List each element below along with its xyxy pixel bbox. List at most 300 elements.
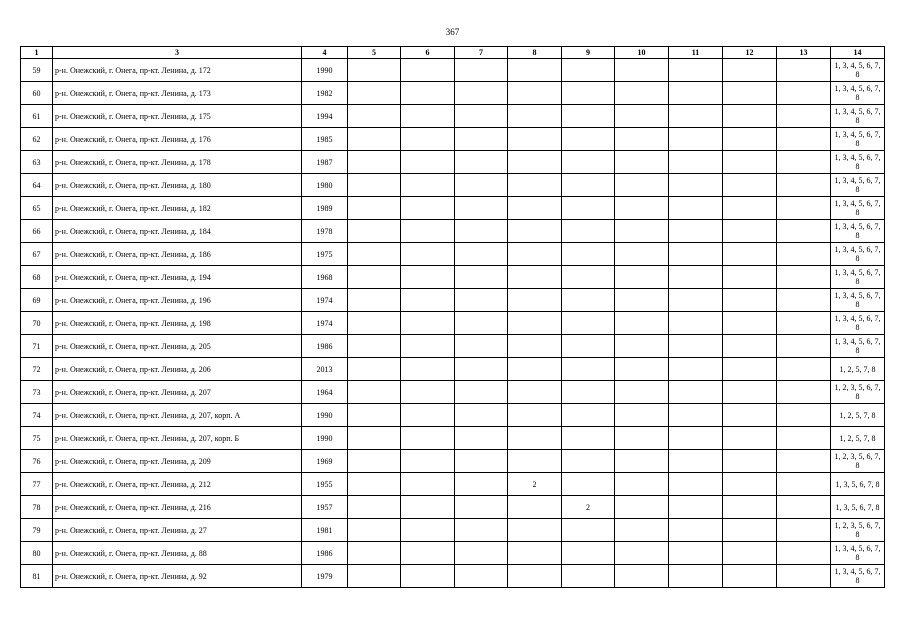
row-number-cell: 73: [21, 381, 53, 404]
row-number-cell: 65: [21, 197, 53, 220]
col-13-cell: [777, 266, 831, 289]
col-6-cell: [401, 473, 455, 496]
col-5-cell: [348, 358, 401, 381]
row-number-cell: 72: [21, 358, 53, 381]
col-10-cell: [615, 128, 669, 151]
year-cell: 1990: [302, 59, 348, 82]
col-8-cell: [508, 312, 562, 335]
col-14-cell: 1, 2, 5, 7, 8: [831, 358, 885, 381]
col-11-cell: [669, 542, 723, 565]
table-row: [21, 381, 885, 404]
year-cell: 1974: [302, 312, 348, 335]
col-9-cell: [562, 473, 615, 496]
col-7-cell: [455, 404, 508, 427]
col-6-cell: [401, 174, 455, 197]
col-12-cell: [723, 197, 777, 220]
col-11-cell: [669, 174, 723, 197]
col-8-cell: [508, 174, 562, 197]
col-9-cell: [562, 82, 615, 105]
col-12-cell: [723, 542, 777, 565]
column-header: 6: [401, 47, 455, 59]
col-9-cell: [562, 404, 615, 427]
col-13-cell: [777, 496, 831, 519]
address-cell: р-н. Онежский, г. Онега, пр-кт. Ленина, д. 175: [53, 105, 302, 128]
col-11-cell: [669, 427, 723, 450]
col-6-cell: [401, 59, 455, 82]
col-10-cell: [615, 404, 669, 427]
table-row: [21, 312, 885, 335]
col-7-cell: [455, 289, 508, 312]
col-6-cell: [401, 427, 455, 450]
col-7-cell: [455, 358, 508, 381]
column-header: 10: [615, 47, 669, 59]
address-cell: р-н. Онежский, г. Онега, пр-кт. Ленина, д. 92: [53, 565, 302, 588]
address-cell: р-н. Онежский, г. Онега, пр-кт. Ленина, д. 194: [53, 266, 302, 289]
col-10-cell: [615, 266, 669, 289]
col-12-cell: [723, 519, 777, 542]
col-10-cell: [615, 197, 669, 220]
col-14-cell: 1, 3, 4, 5, 6, 7, 8: [831, 542, 885, 565]
col-12-cell: [723, 59, 777, 82]
col-7-cell: [455, 174, 508, 197]
col-9-cell: [562, 151, 615, 174]
col-6-cell: [401, 335, 455, 358]
year-cell: 1994: [302, 105, 348, 128]
address-cell: р-н. Онежский, г. Онега, пр-кт. Ленина, д. 209: [53, 450, 302, 473]
address-cell: р-н. Онежский, г. Онега, пр-кт. Ленина, д. 207, корп. Б: [53, 427, 302, 450]
col-8-cell: [508, 59, 562, 82]
table-row: [21, 519, 885, 542]
col-5-cell: [348, 450, 401, 473]
address-cell: р-н. Онежский, г. Онега, пр-кт. Ленина, д. 196: [53, 289, 302, 312]
col-11-cell: [669, 220, 723, 243]
col-7-cell: [455, 266, 508, 289]
col-11-cell: [669, 404, 723, 427]
col-7-cell: [455, 381, 508, 404]
col-7-cell: [455, 128, 508, 151]
column-header: 8: [508, 47, 562, 59]
row-number-cell: 59: [21, 59, 53, 82]
row-number-cell: 79: [21, 519, 53, 542]
year-cell: 1969: [302, 450, 348, 473]
year-cell: 1982: [302, 82, 348, 105]
col-7-cell: [455, 220, 508, 243]
address-cell: р-н. Онежский, г. Онега, пр-кт. Ленина, д. 176: [53, 128, 302, 151]
col-5-cell: [348, 220, 401, 243]
col-7-cell: [455, 82, 508, 105]
col-10-cell: [615, 174, 669, 197]
col-13-cell: [777, 519, 831, 542]
col-13-cell: [777, 289, 831, 312]
col-14-cell: 1, 3, 4, 5, 6, 7, 8: [831, 243, 885, 266]
row-number-cell: 66: [21, 220, 53, 243]
col-14-cell: 1, 3, 4, 5, 6, 7, 8: [831, 335, 885, 358]
col-6-cell: [401, 542, 455, 565]
col-14-cell: 1, 3, 4, 5, 6, 7, 8: [831, 82, 885, 105]
col-10-cell: [615, 312, 669, 335]
column-header: 1: [21, 47, 53, 59]
col-8-cell: [508, 496, 562, 519]
row-number-cell: 68: [21, 266, 53, 289]
col-11-cell: [669, 519, 723, 542]
col-13-cell: [777, 427, 831, 450]
row-number-cell: 74: [21, 404, 53, 427]
col-7-cell: [455, 427, 508, 450]
col-7-cell: [455, 197, 508, 220]
col-12-cell: [723, 335, 777, 358]
col-7-cell: [455, 335, 508, 358]
year-cell: 1990: [302, 427, 348, 450]
col-11-cell: [669, 312, 723, 335]
row-number-cell: 60: [21, 82, 53, 105]
col-14-cell: 1, 3, 4, 5, 6, 7, 8: [831, 312, 885, 335]
col-13-cell: [777, 243, 831, 266]
address-cell: р-н. Онежский, г. Онега, пр-кт. Ленина, д. 186: [53, 243, 302, 266]
col-9-cell: [562, 358, 615, 381]
col-5-cell: [348, 151, 401, 174]
col-13-cell: [777, 473, 831, 496]
col-12-cell: [723, 151, 777, 174]
column-header: 11: [669, 47, 723, 59]
address-cell: р-н. Онежский, г. Онега, пр-кт. Ленина, д. 207: [53, 381, 302, 404]
col-10-cell: [615, 335, 669, 358]
col-7-cell: [455, 105, 508, 128]
table-row: [21, 220, 885, 243]
table-row: [21, 450, 885, 473]
address-cell: р-н. Онежский, г. Онега, пр-кт. Ленина, д. 173: [53, 82, 302, 105]
col-14-cell: 1, 3, 4, 5, 6, 7, 8: [831, 565, 885, 588]
col-14-cell: 1, 2, 3, 5, 6, 7, 8: [831, 381, 885, 404]
col-12-cell: [723, 496, 777, 519]
column-header: 4: [302, 47, 348, 59]
col-5-cell: [348, 174, 401, 197]
table-body: [21, 59, 885, 588]
col-11-cell: [669, 197, 723, 220]
col-5-cell: [348, 59, 401, 82]
row-number-cell: 78: [21, 496, 53, 519]
address-cell: р-н. Онежский, г. Онега, пр-кт. Ленина, д. 216: [53, 496, 302, 519]
year-cell: 1975: [302, 243, 348, 266]
col-8-cell: [508, 565, 562, 588]
col-11-cell: [669, 358, 723, 381]
col-12-cell: [723, 312, 777, 335]
col-8-cell: [508, 358, 562, 381]
col-14-cell: 1, 3, 5, 6, 7, 8: [831, 473, 885, 496]
year-cell: 1989: [302, 197, 348, 220]
address-cell: р-н. Онежский, г. Онега, пр-кт. Ленина, д. 184: [53, 220, 302, 243]
col-10-cell: [615, 565, 669, 588]
col-10-cell: [615, 105, 669, 128]
year-cell: 2013: [302, 358, 348, 381]
col-8-cell: [508, 427, 562, 450]
col-7-cell: [455, 312, 508, 335]
col-11-cell: [669, 473, 723, 496]
address-cell: р-н. Онежский, г. Онега, пр-кт. Ленина, д. 88: [53, 542, 302, 565]
col-10-cell: [615, 427, 669, 450]
col-14-cell: 1, 3, 5, 6, 7, 8: [831, 496, 885, 519]
col-6-cell: [401, 82, 455, 105]
col-13-cell: [777, 220, 831, 243]
column-header: 14: [831, 47, 885, 59]
col-9-cell: [562, 542, 615, 565]
col-13-cell: [777, 542, 831, 565]
row-number-cell: 64: [21, 174, 53, 197]
year-cell: 1985: [302, 128, 348, 151]
col-13-cell: [777, 450, 831, 473]
col-9-cell: [562, 105, 615, 128]
col-10-cell: [615, 82, 669, 105]
col-13-cell: [777, 335, 831, 358]
col-6-cell: [401, 289, 455, 312]
col-6-cell: [401, 151, 455, 174]
col-14-cell: 1, 2, 3, 5, 6, 7, 8: [831, 450, 885, 473]
col-9-cell: [562, 266, 615, 289]
col-14-cell: 1, 3, 4, 5, 6, 7, 8: [831, 174, 885, 197]
table-row: [21, 151, 885, 174]
col-9-cell: [562, 220, 615, 243]
table-row: [21, 496, 885, 519]
year-cell: 1990: [302, 404, 348, 427]
col-14-cell: 1, 2, 3, 5, 6, 7, 8: [831, 519, 885, 542]
column-header: 7: [455, 47, 508, 59]
row-number-cell: 76: [21, 450, 53, 473]
year-cell: 1957: [302, 496, 348, 519]
col-5-cell: [348, 519, 401, 542]
table-row: [21, 542, 885, 565]
address-cell: р-н. Онежский, г. Онега, пр-кт. Ленина, д. 172: [53, 59, 302, 82]
header-row: [21, 47, 885, 59]
col-9-cell: [562, 312, 615, 335]
col-12-cell: [723, 450, 777, 473]
col-14-cell: 1, 2, 5, 7, 8: [831, 427, 885, 450]
col-11-cell: [669, 381, 723, 404]
table-row: [21, 565, 885, 588]
address-cell: р-н. Онежский, г. Онега, пр-кт. Ленина, д. 205: [53, 335, 302, 358]
col-14-cell: 1, 3, 4, 5, 6, 7, 8: [831, 128, 885, 151]
row-number-cell: 80: [21, 542, 53, 565]
col-8-cell: [508, 105, 562, 128]
table-row: [21, 335, 885, 358]
column-header: 3: [53, 47, 302, 59]
col-8-cell: [508, 82, 562, 105]
col-8-cell: [508, 197, 562, 220]
col-9-cell: [562, 565, 615, 588]
col-12-cell: [723, 427, 777, 450]
col-14-cell: 1, 2, 5, 7, 8: [831, 404, 885, 427]
col-9-cell: [562, 128, 615, 151]
col-8-cell: [508, 335, 562, 358]
col-9-cell: [562, 174, 615, 197]
col-6-cell: [401, 128, 455, 151]
row-number-cell: 81: [21, 565, 53, 588]
col-13-cell: [777, 174, 831, 197]
col-12-cell: [723, 381, 777, 404]
column-header: 12: [723, 47, 777, 59]
col-13-cell: [777, 128, 831, 151]
row-number-cell: 77: [21, 473, 53, 496]
col-5-cell: [348, 82, 401, 105]
col-5-cell: [348, 565, 401, 588]
col-5-cell: [348, 473, 401, 496]
table-row: [21, 266, 885, 289]
col-6-cell: [401, 243, 455, 266]
table-row: [21, 128, 885, 151]
year-cell: 1964: [302, 381, 348, 404]
address-cell: р-н. Онежский, г. Онега, пр-кт. Ленина, д. 206: [53, 358, 302, 381]
col-11-cell: [669, 151, 723, 174]
col-11-cell: [669, 82, 723, 105]
year-cell: 1978: [302, 220, 348, 243]
col-9-cell: [562, 197, 615, 220]
col-6-cell: [401, 358, 455, 381]
col-11-cell: [669, 496, 723, 519]
col-7-cell: [455, 519, 508, 542]
col-14-cell: 1, 3, 4, 5, 6, 7, 8: [831, 266, 885, 289]
col-8-cell: [508, 243, 562, 266]
col-13-cell: [777, 404, 831, 427]
col-10-cell: [615, 243, 669, 266]
col-8-cell: [508, 542, 562, 565]
year-cell: 1968: [302, 266, 348, 289]
col-14-cell: 1, 3, 4, 5, 6, 7, 8: [831, 105, 885, 128]
col-8-cell: [508, 519, 562, 542]
col-7-cell: [455, 243, 508, 266]
col-10-cell: [615, 450, 669, 473]
col-10-cell: [615, 289, 669, 312]
col-11-cell: [669, 565, 723, 588]
col-12-cell: [723, 404, 777, 427]
row-number-cell: 70: [21, 312, 53, 335]
col-6-cell: [401, 220, 455, 243]
col-9-cell: [562, 450, 615, 473]
row-number-cell: 61: [21, 105, 53, 128]
col-11-cell: [669, 59, 723, 82]
row-number-cell: 62: [21, 128, 53, 151]
col-12-cell: [723, 565, 777, 588]
col-14-cell: 1, 3, 4, 5, 6, 7, 8: [831, 197, 885, 220]
col-9-cell: [562, 289, 615, 312]
col-9-cell: [562, 335, 615, 358]
col-5-cell: [348, 496, 401, 519]
col-7-cell: [455, 565, 508, 588]
table-row: [21, 404, 885, 427]
col-8-cell: [508, 450, 562, 473]
year-cell: 1986: [302, 542, 348, 565]
table-row: [21, 82, 885, 105]
row-number-cell: 67: [21, 243, 53, 266]
col-14-cell: 1, 3, 4, 5, 6, 7, 8: [831, 220, 885, 243]
col-5-cell: [348, 266, 401, 289]
col-8-cell: [508, 404, 562, 427]
table-row: [21, 197, 885, 220]
col-13-cell: [777, 358, 831, 381]
col-6-cell: [401, 105, 455, 128]
column-header: 13: [777, 47, 831, 59]
col-10-cell: [615, 381, 669, 404]
col-7-cell: [455, 151, 508, 174]
col-5-cell: [348, 197, 401, 220]
col-12-cell: [723, 266, 777, 289]
col-8-cell: [508, 151, 562, 174]
col-6-cell: [401, 565, 455, 588]
address-cell: р-н. Онежский, г. Онега, пр-кт. Ленина, д. 198: [53, 312, 302, 335]
col-11-cell: [669, 128, 723, 151]
col-9-cell: [562, 243, 615, 266]
col-12-cell: [723, 220, 777, 243]
page-number: 367: [445, 27, 460, 37]
col-11-cell: [669, 289, 723, 312]
col-11-cell: [669, 105, 723, 128]
col-8-cell: [508, 381, 562, 404]
col-14-cell: 1, 3, 4, 5, 6, 7, 8: [831, 151, 885, 174]
col-6-cell: [401, 381, 455, 404]
table-row: [21, 473, 885, 496]
col-13-cell: [777, 312, 831, 335]
col-6-cell: [401, 519, 455, 542]
col-7-cell: [455, 542, 508, 565]
year-cell: 1955: [302, 473, 348, 496]
year-cell: 1979: [302, 565, 348, 588]
col-5-cell: [348, 381, 401, 404]
address-cell: р-н. Онежский, г. Онега, пр-кт. Ленина, д. 178: [53, 151, 302, 174]
col-11-cell: [669, 266, 723, 289]
year-cell: 1987: [302, 151, 348, 174]
row-number-cell: 71: [21, 335, 53, 358]
col-13-cell: [777, 59, 831, 82]
col-6-cell: [401, 266, 455, 289]
address-cell: р-н. Онежский, г. Онега, пр-кт. Ленина, д. 180: [53, 174, 302, 197]
col-10-cell: [615, 519, 669, 542]
table-row: [21, 59, 885, 82]
col-5-cell: [348, 243, 401, 266]
col-10-cell: [615, 473, 669, 496]
col-5-cell: [348, 312, 401, 335]
col-5-cell: [348, 404, 401, 427]
col-11-cell: [669, 243, 723, 266]
col-11-cell: [669, 450, 723, 473]
address-cell: р-н. Онежский, г. Онега, пр-кт. Ленина, д. 207, корп. А: [53, 404, 302, 427]
col-12-cell: [723, 174, 777, 197]
col-7-cell: [455, 59, 508, 82]
year-cell: 1980: [302, 174, 348, 197]
col-6-cell: [401, 496, 455, 519]
col-7-cell: [455, 450, 508, 473]
address-cell: р-н. Онежский, г. Онега, пр-кт. Ленина, д. 212: [53, 473, 302, 496]
col-12-cell: [723, 82, 777, 105]
year-cell: 1986: [302, 335, 348, 358]
row-number-cell: 69: [21, 289, 53, 312]
table-row: [21, 358, 885, 381]
col-5-cell: [348, 105, 401, 128]
row-number-cell: 75: [21, 427, 53, 450]
col-6-cell: [401, 404, 455, 427]
col-8-cell: 2: [508, 473, 562, 496]
col-6-cell: [401, 312, 455, 335]
col-14-cell: 1, 3, 4, 5, 6, 7, 8: [831, 59, 885, 82]
col-10-cell: [615, 542, 669, 565]
column-header: 9: [562, 47, 615, 59]
col-5-cell: [348, 542, 401, 565]
col-8-cell: [508, 128, 562, 151]
col-13-cell: [777, 565, 831, 588]
col-5-cell: [348, 289, 401, 312]
col-5-cell: [348, 335, 401, 358]
address-cell: р-н. Онежский, г. Онега, пр-кт. Ленина, д. 182: [53, 197, 302, 220]
col-8-cell: [508, 220, 562, 243]
col-6-cell: [401, 197, 455, 220]
year-cell: 1974: [302, 289, 348, 312]
col-12-cell: [723, 358, 777, 381]
